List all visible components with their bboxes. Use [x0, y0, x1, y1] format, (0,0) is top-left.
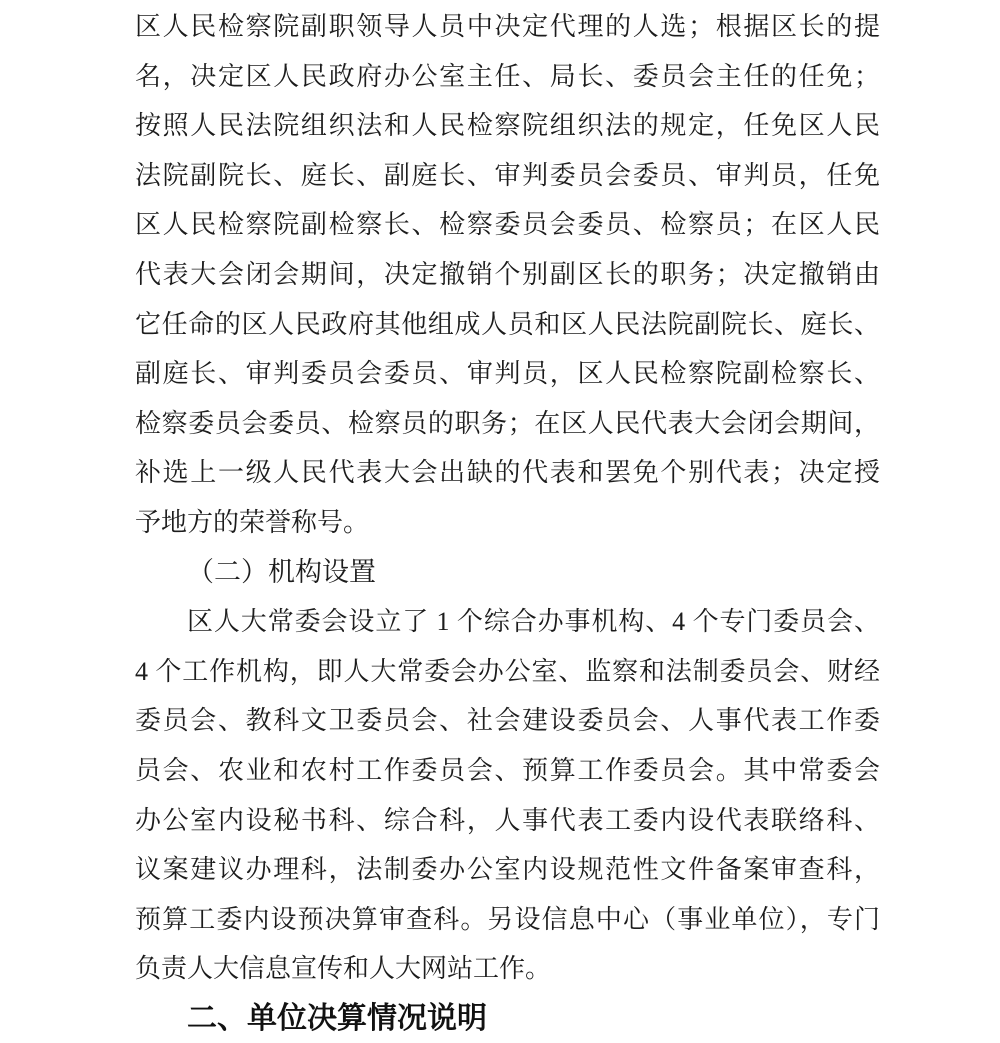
paragraph-line: 副庭长、审判委员会委员、审判员，区人民检察院副检察长、 — [135, 359, 880, 389]
paragraph-line: 委员会、教科文卫委员会、社会建设委员会、人事代表工作委 — [135, 706, 880, 736]
paragraph-line: 补选上一级人民代表大会出缺的代表和罢免个别代表；决定授 — [135, 458, 880, 488]
paragraph-line: 员会、农业和农村工作委员会、预算工作委员会。其中常委会 — [135, 755, 880, 785]
document-text-block — [135, 2, 880, 1043]
paragraph-line: 法院副院长、庭长、副庭长、审判委员会委员、审判员，任免 — [135, 160, 880, 190]
paragraph-line: 代表大会闭会期间，决定撤销个别副区长的职务；决定撤销由 — [135, 259, 880, 289]
paragraph-line: 4 个工作机构，即人大常委会办公室、监察和法制委员会、财经 — [135, 656, 880, 686]
paragraph-line: 它任命的区人民政府其他组成人员和区人民法院副院长、庭长、 — [135, 309, 880, 339]
paragraph-line: 区人民检察院副职领导人员中决定代理的人选；根据区长的提 — [135, 12, 880, 41]
paragraph-line-end: 予地方的荣誉称号。 — [135, 507, 370, 537]
section-heading-organization: （二）机构设置 — [187, 556, 376, 587]
paragraph-line: 检察委员会委员、检察员的职务；在区人民代表大会闭会期间， — [135, 408, 880, 438]
paragraph-line-end: 负责人大信息宣传和人大网站工作。 — [135, 954, 552, 984]
section-heading-settlement: 二、单位决算情况说明 — [187, 1001, 487, 1035]
paragraph-line: 办公室内设秘书科、综合科，人事代表工委内设代表联络科、 — [135, 805, 880, 835]
paragraph-line: 按照人民法院组织法和人民检察院组织法的规定，任免区人民 — [135, 111, 880, 141]
paragraph-line: 区人民检察院副检察长、检察委员会委员、检察员；在区人民 — [135, 210, 880, 240]
paragraph-line: 预算工委内设预决算审查科。另设信息中心（事业单位），专门 — [135, 904, 880, 934]
paragraph-line: 议案建议办理科，法制委办公室内设规范性文件备案审查科， — [135, 855, 880, 885]
paragraph-line: 名，决定区人民政府办公室主任、局长、委员会主任的任免； — [135, 61, 880, 91]
paragraph-line: 区人大常委会设立了 1 个综合办事机构、4 个专门委员会、 — [187, 607, 880, 637]
